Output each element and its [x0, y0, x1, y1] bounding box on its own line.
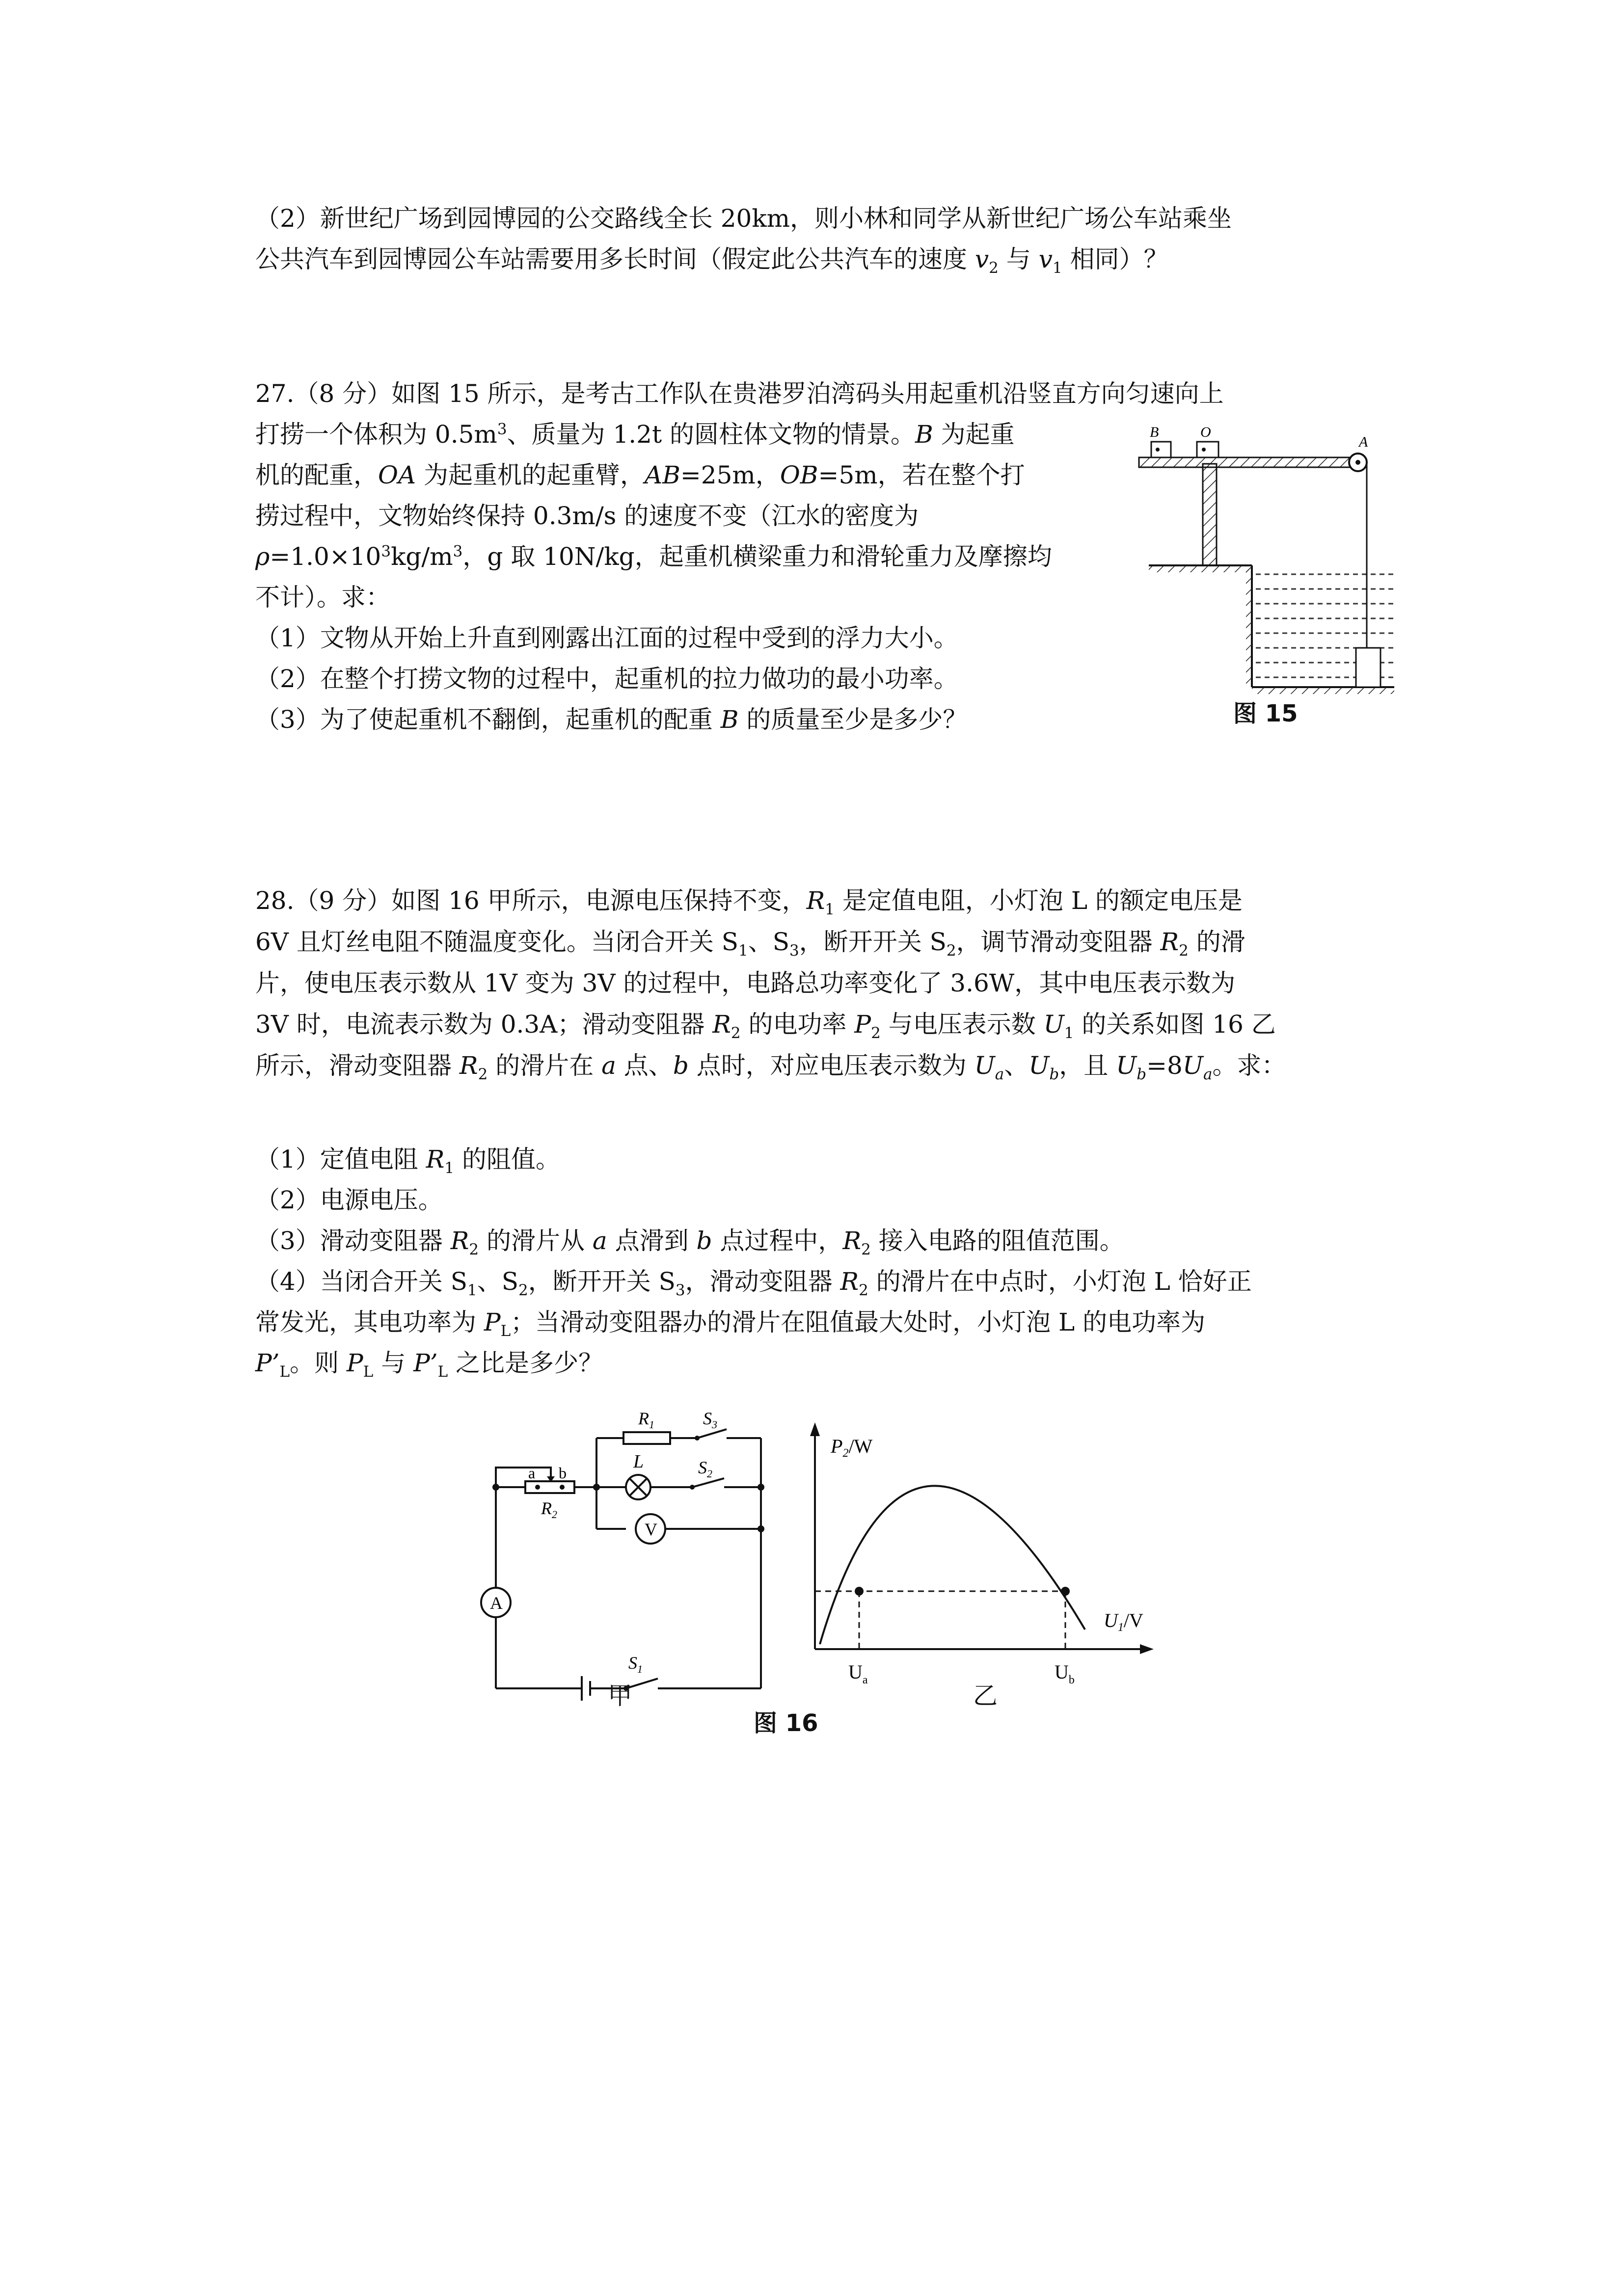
- q28-line3: 片，使电压表示数从 1V 变为 3V 的过程中，电路总功率变化了 3.6W，其中电压表示数为: [255, 969, 1236, 997]
- svg-text:L: L: [633, 1451, 644, 1472]
- q28-sub4-line3: $P’_L$。则 $P_L$ 与 $P’_L$ 之比是多少？: [255, 1349, 603, 1381]
- svg-text:Ub: $U_b$: [1055, 1661, 1075, 1686]
- svg-text:U1/V: $U_1/V$: [1104, 1609, 1143, 1634]
- q28-sub2: （2）电源电压。: [255, 1186, 443, 1214]
- figure-16-jia-label: 甲: [608, 1682, 632, 1710]
- figure-16-circuit-diagram: [461, 1394, 776, 1708]
- svg-text:A: A: [490, 1593, 503, 1613]
- q28-line2: 6V 且灯丝电阻不随温度变化。当闭合开关 $S_1$、$S_3$，断开开关 $S_2$，调节滑动变阻器 $R_2$ 的滑: [255, 928, 1245, 960]
- q28-sub4-line2: 常发光，其电功率为 $P_L$；当滑动变阻器办的滑片在阻值最大处时，小灯泡 L 的电功率为: [255, 1308, 1206, 1340]
- q27-line3: 机的配重，OA 为起重机的起重臂，AB=25m，OB=5m，若在整个打: [255, 461, 1025, 489]
- figure-16-caption: 图 16: [754, 1709, 818, 1737]
- svg-text:a: a: [528, 1464, 536, 1482]
- svg-text:b: b: [559, 1464, 567, 1482]
- figure-16-graph: [790, 1418, 1164, 1693]
- label-O: O: [1200, 424, 1211, 440]
- q28-sub3: （3）滑动变阻器 $R_2$ 的滑片从 a 点滑到 b 点过程中，$R_2$ 接入电路的阻值范围。: [255, 1227, 1124, 1258]
- q28-line1: 28.（9 分）如图 16 甲所示，电源电压保持不变，$R_1$ 是定值电阻，小灯泡 L 的额定电压是: [255, 886, 1243, 918]
- figure-15-crane-diagram: [1129, 422, 1404, 717]
- q27-sub3: （3）为了使起重机不翻倒，起重机的配重 B 的质量至少是多少？: [255, 705, 968, 734]
- q27-line4: 捞过程中，文物始终保持 0.3m/s 的速度不变（江水的密度为: [255, 502, 919, 530]
- q27-line1: 27.（8 分）如图 15 所示，是考古工作队在贵港罗泊湾码头用起重机沿竖直方向匀速向上: [255, 379, 1224, 408]
- svg-text:S1: $S_1$: [628, 1653, 643, 1675]
- q27-line6: 不计）。求：: [255, 583, 390, 612]
- figure-16-yi-label: 乙: [973, 1682, 998, 1710]
- q26-part2-line1: （2）新世纪广场到园博园的公交路线全长 20km，则小林和同学从新世纪广场公车站乘坐: [255, 204, 1232, 233]
- label-B: B: [1150, 424, 1159, 440]
- q27-line5: $\rho=1.0\times 10^3kg/m^3$，g 取 10N/kg，起重机横梁重力和滑轮重力及摩擦均: [255, 542, 1052, 571]
- q28-sub4-line1: （4）当闭合开关 $S_1$、$S_2$，断开开关 $S_3$，滑动变阻器 $R_2$ 的滑片在中点时，小灯泡 L 恰好正: [255, 1267, 1252, 1299]
- q27-sub2: （2）在整个打捞文物的过程中，起重机的拉力做功的最小功率。: [255, 665, 958, 693]
- figure-15-caption: 图 15: [1233, 700, 1298, 727]
- q27-line2: 打捞一个体积为 $0.5m^3$、质量为 1.2t 的圆柱体文物的情景。B 为起重: [255, 420, 1015, 449]
- q28-sub1: （1）定值电阻 $R_1$ 的阻值。: [255, 1145, 561, 1177]
- svg-text:R1: $R_1$: [638, 1409, 654, 1431]
- label-A: A: [1359, 434, 1368, 450]
- q27-sub1: （1）文物从开始上升直到刚露出江面的过程中受到的浮力大小。: [255, 624, 958, 652]
- q28-line4: 3V 时，电流表示数为 0.3A；滑动变阻器 $R_2$ 的电功率 $P_2$ 与电压表示数 $U_1$ 的关系如图 16 乙: [255, 1010, 1276, 1042]
- svg-text:V: V: [645, 1520, 657, 1539]
- q28-line5: 所示，滑动变阻器 $R_2$ 的滑片在 a 点、b 点时，对应电压表示数为 $U_a$、$U_b$，且 $U_b=8U_a$。求：: [255, 1051, 1286, 1083]
- q26-part2-line2: 公共汽车到园博园公车站需要用多长时间（假定此公共汽车的速度 $v_2$ 与 $v_1$ 相同）？: [255, 245, 1168, 277]
- svg-text:R2: $R_2$: [541, 1498, 557, 1521]
- svg-text:S3: $S_3$: [703, 1409, 717, 1431]
- svg-text:S2: $S_2$: [698, 1458, 712, 1480]
- svg-text:P2/W: $P_2/W$: [831, 1435, 873, 1460]
- svg-text:Ua: $U_a$: [848, 1661, 868, 1686]
